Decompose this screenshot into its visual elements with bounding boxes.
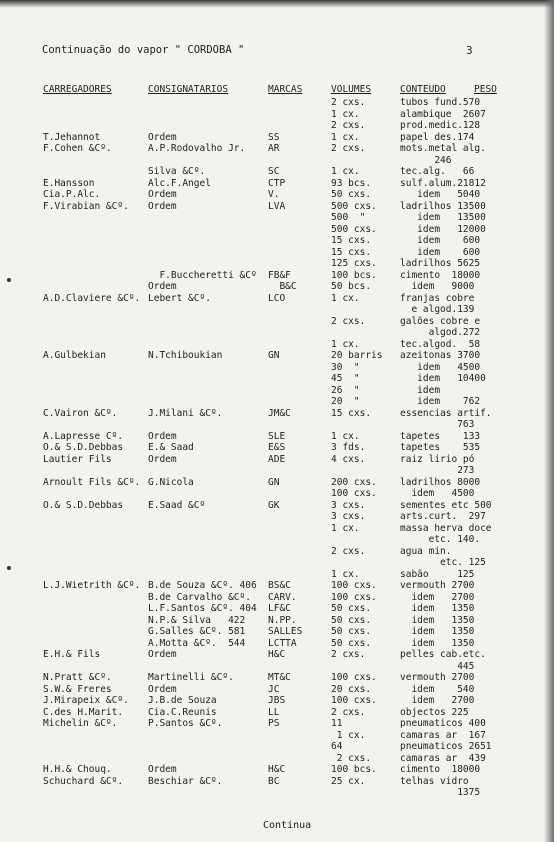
table-row (0, 270, 554, 281)
cell-consignee: Martinelli &Cº. (148, 672, 234, 683)
cell-volumes: 20 cxs. (331, 683, 372, 695)
table-row (0, 304, 554, 315)
cell-volumes: 50 cxs. (331, 614, 372, 626)
table-row (0, 764, 554, 775)
cell-contents: 763 (400, 419, 475, 430)
cell-contents: e algod.139 (400, 304, 475, 315)
table-row (0, 385, 554, 396)
cell-contents: pelles cab.etc. (400, 649, 486, 660)
cell-shipper: H.H.& Chouq. (43, 764, 112, 775)
cell-consignee: Ordem (148, 764, 177, 775)
cell-marks: LVA (268, 200, 286, 212)
cell-marks: BS&C (268, 580, 291, 591)
table-row (0, 396, 554, 407)
cell-contents: tubos fund.570 (400, 97, 481, 108)
cell-contents: idem (400, 384, 441, 396)
table-row (0, 730, 554, 741)
scan-top-edge (0, 0, 554, 8)
cell-volumes: 2 cxs. (331, 649, 366, 660)
cell-consignee: Ordem (148, 281, 177, 292)
table-row (0, 718, 554, 729)
column-header-consignee: CONSIGNATARIOS (148, 84, 229, 95)
cell-contents: 246 (400, 154, 452, 166)
cell-marks: CARV. (268, 591, 297, 603)
cell-contents: pneumaticos 2651 (400, 741, 492, 752)
cell-contents: papel des.174 (400, 131, 475, 143)
cell-contents: algod.272 (400, 327, 481, 338)
table-row (0, 511, 554, 522)
cell-marks: LL (268, 706, 280, 718)
cell-volumes: 125 cxs. (331, 258, 377, 269)
cell-marks: SS (268, 131, 280, 143)
cell-contents: cimento 18000 (400, 269, 481, 281)
cell-contents: ladrilhos 5625 (400, 258, 481, 269)
cell-marks: PS (268, 718, 280, 729)
cell-marks: BC (268, 775, 280, 787)
table-row (0, 178, 554, 189)
cell-contents: tapetes 133 (400, 430, 481, 442)
cell-shipper: C.Vairon &Cº. (43, 407, 118, 419)
cell-consignee: Ordem (148, 649, 177, 660)
table-row (0, 787, 554, 798)
table-row (0, 661, 554, 672)
cell-consignee: N.Tchiboukian (148, 350, 223, 361)
table-row (0, 212, 554, 223)
cell-volumes: 100 cxs. (331, 488, 377, 499)
table-row (0, 695, 554, 706)
cell-shipper: Cia.P.Alc. (43, 189, 101, 200)
cell-marks: SLE (268, 430, 286, 442)
cell-contents: idem 762 (400, 396, 481, 407)
cell-marks: V. (268, 189, 280, 200)
table-row (0, 373, 554, 384)
cell-contents: cimento 18000 (400, 764, 481, 775)
cell-shipper: T.Jehannot (43, 131, 101, 143)
cell-volumes: 2 cxs. (331, 315, 366, 327)
cell-consignee: Lebert &Cº. (148, 292, 211, 304)
cell-volumes: 3 fds. (331, 442, 366, 453)
cell-consignee: B.de Souza &Cº. 406 (148, 580, 257, 591)
table-row (0, 707, 554, 718)
cell-shipper: F.Virabian &Cº. (43, 200, 129, 212)
table-row (0, 281, 554, 292)
cell-shipper: E.Hansson (43, 177, 95, 189)
cell-consignee: J.Milani &Cº. (148, 407, 223, 419)
cell-consignee: G.Nicola (148, 476, 194, 488)
cell-contents: vermouth 2700 (400, 580, 475, 591)
table-row (0, 615, 554, 626)
cell-contents: idem 13500 (400, 212, 486, 223)
column-header-shipper: CARREGADORES (43, 84, 112, 95)
cell-shipper: Schuchard &Cº. (43, 775, 124, 787)
cell-consignee: Alc.F.Angel (148, 177, 211, 189)
cell-contents: sulf.alum.21812 (400, 177, 486, 189)
cell-contents: ladrilhos 8000 (400, 476, 481, 488)
cell-volumes: 100 bcs. (331, 764, 377, 775)
cell-volumes: 200 cxs. (331, 476, 377, 488)
cell-marks: MT&C (268, 672, 291, 683)
cell-shipper: Lautier Fils (43, 453, 112, 465)
cell-contents: camaras ar 167 (400, 729, 486, 741)
cell-shipper: J.Mirapeix &Cº. (43, 695, 129, 706)
cell-consignee: Cia.C.Reunis (148, 706, 217, 718)
cell-consignee: Silva &Cº. (148, 166, 206, 177)
cell-shipper: A.Gulbekian (43, 350, 106, 361)
cell-contents: etc. 140. (400, 534, 481, 545)
cell-contents: pneumaticos 400 (400, 718, 486, 729)
cell-volumes: 100 cxs. (331, 672, 377, 683)
table-row (0, 431, 554, 442)
cell-volumes: 2 cxs. (331, 706, 366, 718)
cell-volumes: 26 " (331, 384, 360, 396)
cell-contents: telhas vidro (400, 775, 469, 787)
cell-volumes: 2 cxs. (331, 120, 366, 131)
cell-shipper: O.& S.D.Debbas (43, 442, 124, 453)
cell-volumes: 93 bcs. (331, 177, 372, 189)
cell-contents: idem 9000 (400, 281, 475, 292)
cell-volumes: 2 cxs. (331, 752, 372, 764)
cell-volumes: 30 " (331, 361, 360, 373)
cell-volumes: 50 cxs. (331, 603, 372, 614)
cell-volumes: 1 cx. (331, 131, 360, 143)
table-row (0, 626, 554, 637)
table-row (0, 741, 554, 752)
cell-marks: B&C (268, 281, 297, 292)
table-row (0, 454, 554, 465)
cell-contents: arts.curt. 297 (400, 511, 486, 522)
cell-marks: GK (268, 499, 280, 511)
cell-contents: raiz lirio pó (400, 453, 475, 465)
cell-consignee: Ordem (148, 453, 177, 465)
cell-volumes: 15 cxs. (331, 407, 372, 419)
table-row (0, 293, 554, 304)
table-row (0, 201, 554, 212)
cell-contents: idem 1350 (400, 637, 475, 649)
cell-shipper: A.Lapresse Cº. (43, 430, 124, 442)
cell-contents: idem 4500 (400, 361, 481, 373)
cell-shipper: L.J.Wietrith &Cº. (43, 580, 141, 591)
cell-consignee: G.Salles &Cº. 581 (148, 626, 246, 637)
cell-marks: E&S (268, 442, 286, 453)
cell-contents: idem 540 (400, 683, 475, 695)
table-row (0, 316, 554, 327)
cell-volumes: 20 " (331, 396, 360, 407)
cell-contents: tec.alg. 66 (400, 166, 475, 177)
cell-contents: camaras ar 439 (400, 752, 486, 764)
cell-volumes: 25 cx. (331, 775, 366, 787)
cell-consignee: B.de Carvalho &Cº. (148, 591, 251, 603)
cell-volumes: 100 cxs. (331, 591, 377, 603)
cell-volumes: 100 bcs. (331, 269, 377, 281)
cell-contents: idem 10400 (400, 373, 486, 384)
cell-contents: tec.algod. 58 (400, 338, 481, 350)
cell-consignee: J.B.de Souza (148, 695, 217, 706)
cell-contents: sementes etc 500 (400, 499, 492, 511)
cell-consignee: A.P.Rodovalho Jr. (148, 143, 246, 154)
cell-marks: ADE (268, 453, 286, 465)
table-row (0, 350, 554, 361)
cell-marks: LF&C (268, 603, 291, 614)
cell-volumes: 2 cxs. (331, 545, 366, 557)
cell-contents: mots.metal alg. (400, 143, 486, 154)
table-row (0, 488, 554, 499)
cell-volumes: 3 cxs. (331, 499, 366, 511)
continuation-note: Continua (263, 820, 312, 831)
table-row (0, 258, 554, 269)
table-row (0, 477, 554, 488)
cell-marks: JC (268, 683, 280, 695)
cell-contents: idem 12000 (400, 223, 486, 235)
cell-consignee: N.P.& Silva 422 (148, 614, 246, 626)
table-row (0, 166, 554, 177)
table-row (0, 143, 554, 154)
table-row (0, 132, 554, 143)
column-header-marks: MARCAS (268, 84, 303, 95)
cell-contents: azeitonas 3700 (400, 350, 481, 361)
cell-contents: alambique 2607 (400, 108, 486, 120)
cell-contents: prod.medic.128 (400, 120, 481, 131)
cell-contents: tapetes 535 (400, 442, 481, 453)
cell-volumes: 2 cxs. (331, 97, 366, 108)
cell-contents: idem 1350 (400, 603, 475, 614)
cell-consignee: P.Santos &Cº. (148, 718, 223, 729)
cell-marks: H&C (268, 764, 286, 775)
cell-consignee: Ordem (148, 131, 177, 143)
cell-marks: N.PP. (268, 614, 297, 626)
table-row (0, 327, 554, 338)
cell-volumes: 20 barris (331, 350, 383, 361)
cell-volumes: 50 cxs. (331, 189, 372, 200)
cell-consignee: L.F.Santos &Cº. 404 (148, 603, 257, 614)
cell-volumes: 1 cx. (331, 522, 360, 534)
cell-contents: galões cobre e (400, 315, 481, 327)
cell-contents: idem 2700 (400, 591, 475, 603)
cell-volumes: 11 (331, 718, 343, 729)
cell-volumes: 1 cx. (331, 568, 360, 580)
page-number: 3 (466, 44, 473, 57)
cell-consignee: Ordem (148, 683, 177, 695)
cell-marks: AR (268, 143, 280, 154)
cell-contents: 273 (400, 465, 475, 476)
table-row (0, 235, 554, 246)
cell-volumes: 500 " (331, 212, 366, 223)
cell-contents: idem 1350 (400, 614, 475, 626)
cell-contents: 445 (400, 660, 475, 672)
cell-shipper: E.H.& Fils (43, 649, 101, 660)
cell-shipper: O.& S.D.Debbas (43, 499, 124, 511)
table-row (0, 224, 554, 235)
cell-volumes: 1 cx. (331, 729, 366, 741)
cell-contents: idem 5040 (400, 189, 481, 200)
cell-contents: franjas cobre (400, 292, 475, 304)
cell-volumes: 500 cxs. (331, 200, 377, 212)
table-row (0, 672, 554, 683)
table-row (0, 753, 554, 764)
cell-contents: agua min. (400, 545, 452, 557)
cell-contents: essencias artif. (400, 407, 492, 419)
cell-shipper: C.des H.Marit. (43, 706, 124, 718)
cell-contents: idem 600 (400, 235, 481, 246)
cell-consignee: A.Motta &Cº. 544 (148, 637, 246, 649)
cell-volumes: 4 cxs. (331, 453, 366, 465)
cell-volumes: 2 cxs. (331, 143, 366, 154)
table-row (0, 465, 554, 476)
cell-shipper: N.Pratt &Cº. (43, 672, 112, 683)
cell-contents: 1375 (400, 787, 481, 798)
table-row (0, 592, 554, 603)
cell-marks: LCO (268, 292, 286, 304)
cell-marks: JM&C (268, 407, 291, 419)
table-row (0, 546, 554, 557)
cell-contents: idem 600 (400, 246, 481, 258)
cell-volumes: 50 cxs. (331, 637, 372, 649)
cell-marks: LCTTA (268, 637, 297, 649)
cell-contents: massa herva doce (400, 522, 492, 534)
table-row (0, 776, 554, 787)
table-row (0, 649, 554, 660)
column-header-volumes: VOLUMES (331, 84, 372, 95)
cell-volumes: 64 (331, 741, 343, 752)
cell-consignee: Ordem (148, 200, 177, 212)
table-row (0, 97, 554, 108)
table-row (0, 419, 554, 430)
table-row (0, 557, 554, 568)
cell-contents: idem 1350 (400, 626, 475, 637)
document-title: Continuação do vapor " CORDOBA " (42, 44, 245, 56)
cell-contents: sabão 125 (400, 568, 475, 580)
column-header-contents: CONTEUDO (400, 84, 446, 95)
cell-consignee: E.& Saad (148, 442, 194, 453)
cell-marks: JBS (268, 695, 286, 706)
table-row (0, 569, 554, 580)
table-row (0, 339, 554, 350)
cell-shipper: F.Cohen &Cº. (43, 143, 112, 154)
cell-marks: GN (268, 476, 280, 488)
cell-volumes: 1 cx. (331, 430, 360, 442)
table-row (0, 580, 554, 591)
cell-marks: H&C (268, 649, 286, 660)
cell-contents: ladrilhos 13500 (400, 200, 486, 212)
table-row (0, 362, 554, 373)
table-row (0, 523, 554, 534)
cell-marks: GN (268, 350, 280, 361)
cell-shipper: A.D.Claviere &Cº. (43, 292, 141, 304)
table-row (0, 247, 554, 258)
cell-consignee: E.Saad &Cº (148, 499, 206, 511)
cell-volumes: 1 cx. (331, 292, 360, 304)
cell-volumes: 15 cxs. (331, 246, 372, 258)
table-row (0, 408, 554, 419)
table-row (0, 534, 554, 545)
cell-contents: vermouth 2700 (400, 672, 475, 683)
cell-volumes: 1 cx. (331, 166, 360, 177)
cell-consignee: Ordem (148, 189, 177, 200)
cell-contents: idem 2700 (400, 695, 475, 706)
cell-contents: etc. 125 (400, 557, 486, 568)
cell-volumes: 1 cx. (331, 338, 360, 350)
table-row (0, 120, 554, 131)
cell-shipper: Michelin &Cº. (43, 718, 118, 729)
cell-volumes: 15 cxs. (331, 235, 372, 246)
table-row (0, 442, 554, 453)
cell-contents: objectos 225 (400, 706, 469, 718)
cell-marks: SC (268, 166, 280, 177)
table-row (0, 109, 554, 120)
cell-marks: CTP (268, 177, 286, 189)
table-row (0, 500, 554, 511)
cell-consignee: Ordem (148, 430, 177, 442)
cell-consignee: Beschiar &Cº. (148, 775, 223, 787)
cell-volumes: 50 cxs. (331, 626, 372, 637)
cell-volumes: 100 cxs. (331, 695, 377, 706)
cell-volumes: 45 " (331, 373, 360, 384)
cell-volumes: 1 cx. (331, 108, 360, 120)
table-row (0, 155, 554, 166)
cell-shipper: S.W.& Freres (43, 683, 112, 695)
cell-marks: FB&F (268, 269, 291, 281)
column-header-weight: PESO (474, 84, 497, 95)
table-row (0, 603, 554, 614)
table-row (0, 189, 554, 200)
table-row (0, 684, 554, 695)
cell-volumes: 3 cxs. (331, 511, 366, 522)
cell-contents: idem 4500 (400, 488, 475, 499)
cell-consignee: F.Buccheretti &Cº (148, 269, 257, 281)
cell-marks: SALLES (268, 626, 303, 637)
cell-volumes: 500 cxs. (331, 223, 377, 235)
cell-shipper: Arnoult Fils &Cº. (43, 476, 141, 488)
table-row (0, 638, 554, 649)
cell-volumes: 50 bcs. (331, 281, 372, 292)
cell-volumes: 100 cxs. (331, 580, 377, 591)
